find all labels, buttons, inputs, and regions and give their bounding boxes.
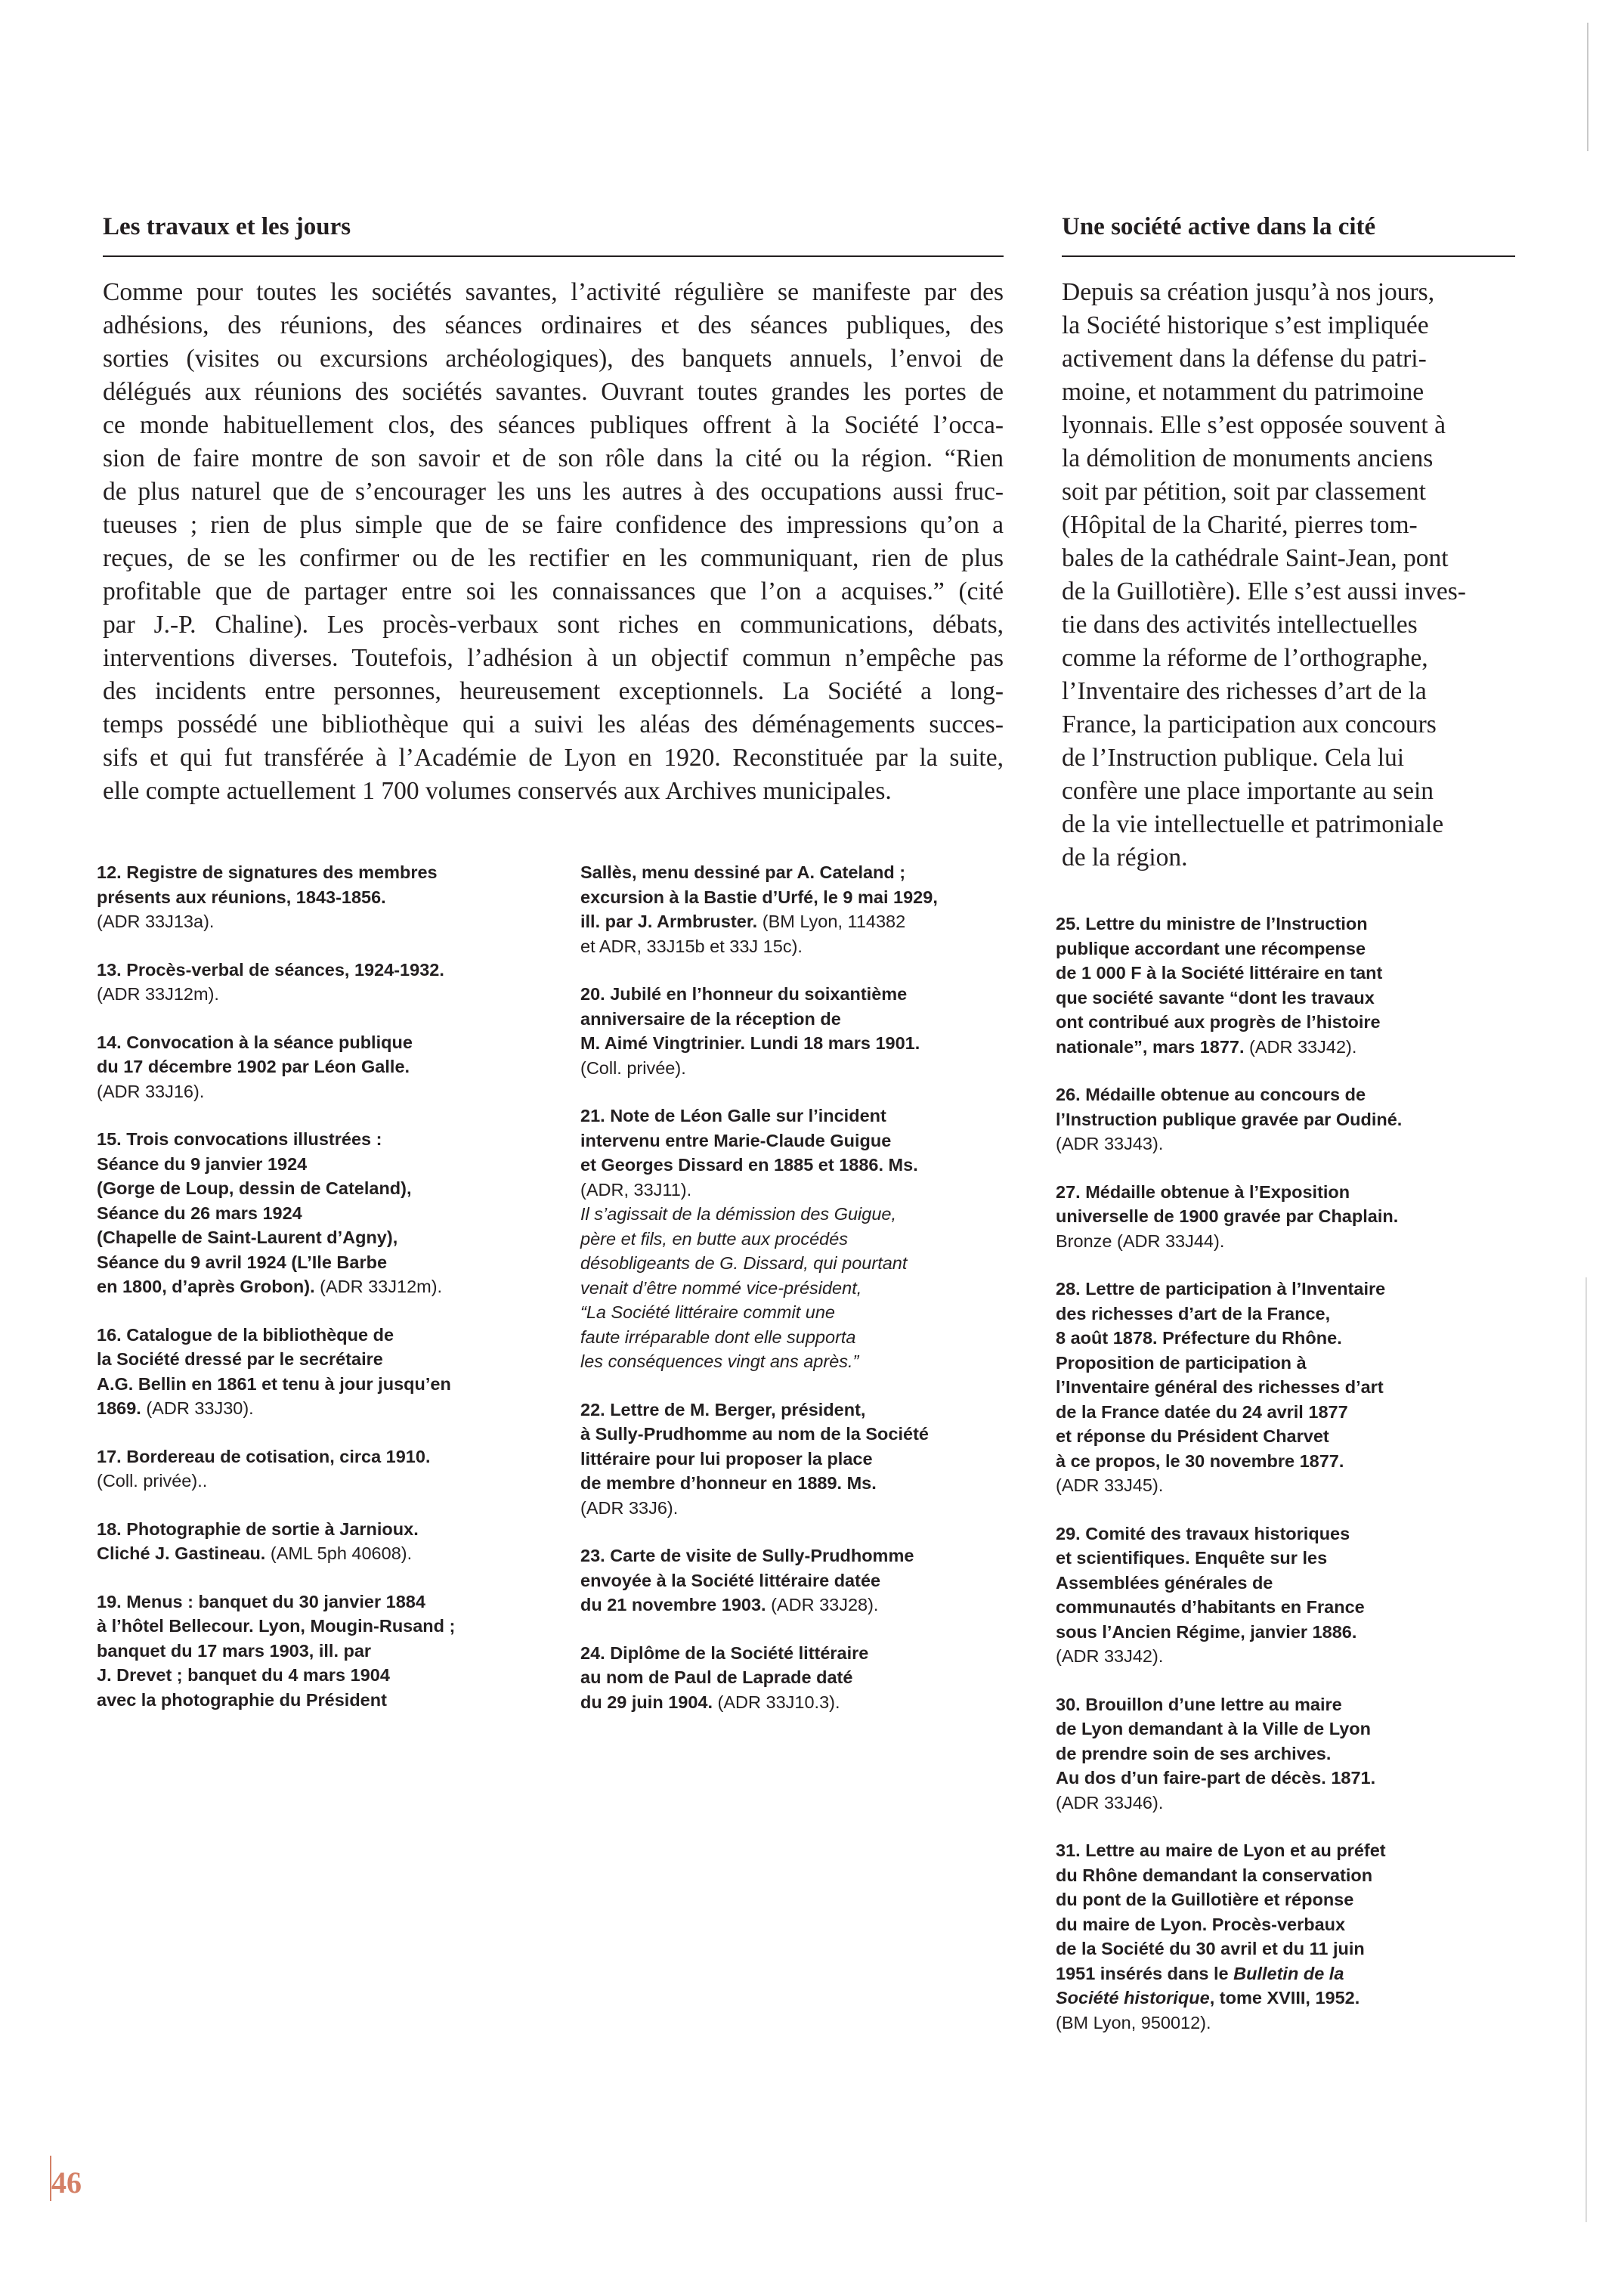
travaux-body-line: temps possédé une bibliothèque qui a suivi les aléas des déménagements succes-: [103, 710, 1004, 738]
caption-13: 13. Procès-verbal de séances, 1924-1932. (ADR 33J12m).: [97, 959, 444, 1004]
caption-17: 17. Bordereau de cotisation, circa 1910. (Coll. privée)..: [97, 1446, 431, 1491]
caption-27: 27. Médaille obtenue à l’Exposition universelle de 1900 gravée par Chaplain. Bronze (ADR 33J44).: [1056, 1181, 1399, 1251]
societe-body-line: la démolition de monuments anciens: [1062, 444, 1434, 472]
travaux-body-line: de plus naturel que de s’encourager les uns les autres à des occupations aussi fruc-: [103, 478, 1004, 506]
societe-body-line: de la vie intellectuelle et patrimoniale: [1062, 810, 1444, 838]
societe-body-line: France, la participation aux concours: [1062, 710, 1437, 738]
caption-15: 15. Trois convocations illustrées : Séance du 9 janvier 1924 (Gorge de Loup, dessin de Cateland), Séance du 26 mars 1924 (Chapelle de Saint-Laurent d’Agny), Séance du 9 avril 1924 (L’Ile Barbe en 1800, d’après Grobon). (ADR 33J12m).: [97, 1129, 443, 1296]
body-text-travaux: [103, 276, 1004, 808]
caption-18: 18. Photographie de sortie à Jarnioux. Cliché J. Gastineau. (AML 5ph 40608).: [97, 1518, 419, 1563]
travaux-body-line: interventions diverses. Toutefois, l’adhésion à un objectif commun n’empêche pas: [103, 644, 1004, 672]
page-number: 46: [51, 2166, 82, 2200]
societe-body-line: tie dans des activités intellectuelles: [1062, 611, 1418, 639]
captions-column-2: [580, 860, 938, 1738]
caption-19: 19. Menus : banquet du 30 janvier 1884 à l’hôtel Bellecour. Lyon, Mougin-Rusand ; banquet du 17 mars 1903, ill. par J. Drevet ; banquet du 4 mars 1904 avec la photographie du Président: [97, 1591, 456, 1710]
societe-body-line: Depuis sa création jusqu’à nos jours,: [1062, 278, 1435, 306]
caption-25: 25. Lettre du ministre de l’Instruction publique accordant une récompense de 1 000 F à la Société littéraire en tant que société savante “dont les travaux ont contribué aux progrès de l’histoire nationale”, mars 1877. (ADR 33J42).: [1056, 914, 1383, 1057]
page-edge-line: [1585, 1277, 1587, 2222]
body-text-societe: [1062, 276, 1530, 875]
caption-28: 28. Lettre de participation à l’Inventaire des richesses d’art de la France, 8 août 1878. Préfecture du Rhône. Proposition de participation à l’Inventaire général des richesses d’art de la France datée du 24 avril 1877 et réponse du Président Charvet à ce propos, le 30 novembre 1877. (ADR 33J45).: [1056, 1279, 1386, 1495]
caption-26: 26. Médaille obtenue au concours de l’Instruction publique gravée par Oudiné. (ADR 33J43).: [1056, 1085, 1403, 1153]
societe-body-line: lyonnais. Elle s’est opposée souvent à: [1062, 411, 1446, 439]
societe-body-line: (Hôpital de la Charité, pierres tom-: [1062, 511, 1418, 539]
heading-rule: [103, 255, 1004, 257]
caption-16: 16. Catalogue de la bibliothèque de la Société dressé par le secrétaire A.G. Bellin en 1861 et tenu à jour jusqu’en 1869. (ADR 33J30).: [97, 1324, 451, 1418]
caption-24: 24. Diplôme de la Société littéraire au nom de Paul de Laprade daté du 29 juin 1904. (ADR 33J10.3).: [580, 1642, 869, 1712]
caption-20: 20. Jubilé en l’honneur du soixantième anniversaire de la réception de M. Aimé Vingtrinier. Lundi 18 mars 1901. (Coll. privée).: [580, 984, 920, 1078]
societe-body-line: activement dans la défense du patri-: [1062, 345, 1427, 373]
section-heading-travaux: Les travaux et les jours: [103, 213, 351, 240]
caption-21: 21. Note de Léon Galle sur l’incident intervenu entre Marie-Claude Guigue et Georges Dissard en 1885 et 1886. Ms. (ADR, 33J11). Il s’agissait de la démission des Guigue, père et fils, en butte aux procédés désobligeants de G. Dissard, qui pourtant venait d’être nommé vice-président, “La Société littéraire commit une faute irréparable dont elle supporta les conséquences vingt ans après.”: [580, 1106, 918, 1371]
caption-19-continued: Sallès, menu dessiné par A. Cateland ; excursion à la Bastie d’Urfé, le 9 mai 1929, ill. par J. Armbruster. (BM Lyon, 114382 et ADR, 33J15b et 33J 15c).: [580, 862, 938, 956]
caption-12: 12. Registre de signatures des membres présents aux réunions, 1843-1856. (ADR 33J13a).: [97, 862, 438, 931]
captions-column-3: [1056, 912, 1402, 2058]
travaux-body-line: sifs et qui fut transférée à l’Académie de Lyon en 1920. Reconstituée par la suite,: [103, 744, 1004, 772]
page-edge-line: [1587, 23, 1588, 151]
societe-body-line: l’Inventaire des richesses d’art de la: [1062, 677, 1427, 705]
travaux-body-line: délégués aux réunions des sociétés savantes. Ouvrant toutes grandes les portes de: [103, 378, 1004, 406]
societe-body-line: bales de la cathédrale Saint-Jean, pont: [1062, 544, 1449, 572]
travaux-body-line: par J.-P. Chaline). Les procès-verbaux sont riches en communications, débats,: [103, 611, 1004, 639]
heading-rule: [1062, 255, 1515, 257]
caption-22: 22. Lettre de M. Berger, président, à Sully-Prudhomme au nom de la Société littéraire pour lui proposer la place de membre d’honneur en 1889. Ms. (ADR 33J6).: [580, 1399, 929, 1518]
caption-14: 14. Convocation à la séance publique du 17 décembre 1902 par Léon Galle. (ADR 33J16).: [97, 1032, 413, 1101]
caption-29: 29. Comité des travaux historiques et scientifiques. Enquête sur les Assemblées générales de communautés d’habitants en France sous l’Ancien Régime, janvier 1886. (ADR 33J42).: [1056, 1523, 1365, 1666]
travaux-body-line: ce monde habituellement clos, des séances publiques offrent à la Société l’occa-: [103, 411, 1004, 439]
caption-30: 30. Brouillon d’une lettre au maire de Lyon demandant à la Ville de Lyon de prendre soin de ses archives. Au dos d’un faire-part de décès. 1871. (ADR 33J46).: [1056, 1694, 1376, 1813]
travaux-body-line: profitable que de partager entre soi les connaissances que l’on a acquises.” (cité: [103, 577, 1004, 605]
caption-23: 23. Carte de visite de Sully-Prudhomme envoyée à la Société littéraire datée du 21 novembre 1903. (ADR 33J28).: [580, 1546, 914, 1614]
captions-column-1: [97, 860, 455, 1735]
travaux-body-line: Comme pour toutes les sociétés savantes, l’activité régulière se manifeste par des: [103, 278, 1004, 306]
travaux-body-line: des incidents entre personnes, heureusement exceptionnels. La Société a long-: [103, 677, 1004, 705]
travaux-body-line: elle compte actuellement 1 700 volumes conservés aux Archives municipales.: [103, 777, 892, 805]
travaux-body-line: reçues, de se les confirmer ou de les rectifier en les communiquant, rien de plus: [103, 544, 1004, 572]
travaux-body-line: adhésions, des réunions, des séances ordinaires et des séances publiques, des: [103, 311, 1004, 339]
societe-body-line: moine, et notamment du patrimoine: [1062, 378, 1424, 406]
caption-31: 31. Lettre au maire de Lyon et au préfet du Rhône demandant la conservation du pont de la Guillotière et réponse du maire de Lyon. Procès-verbaux de la Société du 30 avril et du 11 juin 1951 insérés dans le Bulletin de la Société historique, tome XVIII, 1952. (BM Lyon, 950012).: [1056, 1840, 1386, 2032]
travaux-body-line: tueuses ; rien de plus simple que de se faire confidence des impressions qu’on a: [103, 511, 1004, 539]
societe-body-line: de l’Instruction publique. Cela lui: [1062, 744, 1405, 772]
societe-body-line: la Société historique s’est impliquée: [1062, 311, 1429, 339]
societe-body-line: de la région.: [1062, 844, 1188, 871]
societe-body-line: confère une place importante au sein: [1062, 777, 1434, 805]
societe-body-line: soit par pétition, soit par classement: [1062, 478, 1426, 506]
travaux-body-line: sion de faire montre de son savoir et de son rôle dans la cité ou la région. “Rien: [103, 444, 1004, 472]
societe-body-line: de la Guillotière). Elle s’est aussi inves-: [1062, 577, 1466, 605]
societe-body-line: comme la réforme de l’orthographe,: [1062, 644, 1428, 672]
travaux-body-line: sorties (visites ou excursions archéologiques), des banquets annuels, l’envoi de: [103, 345, 1004, 373]
section-heading-societe: Une société active dans la cité: [1062, 213, 1376, 240]
